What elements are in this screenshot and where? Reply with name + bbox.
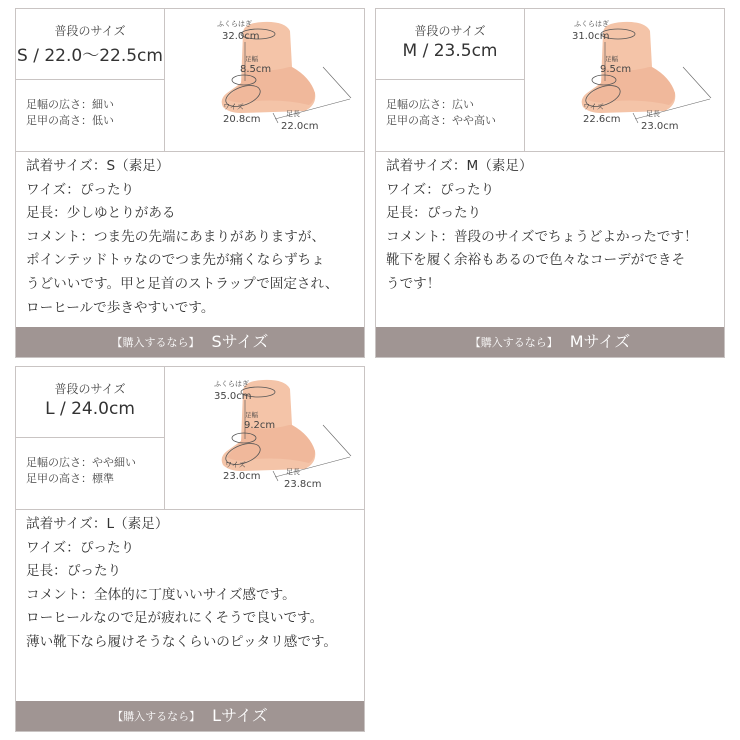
comment-line: ポインテッドトゥなのでつま先が痛くならずちょ xyxy=(26,252,325,269)
foot-width: 足幅の広さ：広い xyxy=(386,98,474,111)
calf-label: ふくらはぎ xyxy=(217,20,252,28)
card-header xyxy=(16,367,364,510)
comment-line: コメント：普段のサイズでちょうどよかったです！ xyxy=(386,228,698,245)
comment-line: 試着サイズ：S（素足） xyxy=(26,158,170,174)
foot-width: 足幅の広さ：やや細い xyxy=(26,456,136,469)
length-tick-a xyxy=(273,113,278,123)
length-tick-a xyxy=(633,113,638,123)
fitting-comment xyxy=(26,155,358,320)
calf-value: 32.0cm xyxy=(222,31,260,42)
comment-line: 試着サイズ：M（素足） xyxy=(386,158,533,174)
comment-line: 靴下を履く余裕もあるので色々なコーデができそ xyxy=(386,252,686,269)
comment-line: ワイズ：ぴったり xyxy=(26,539,135,556)
comment-line: 足長：少しゆとりがある xyxy=(26,205,176,222)
comment-line: ワイズ：ぴったり xyxy=(386,181,495,198)
size-info xyxy=(376,9,525,151)
ankle-label: 足幅 xyxy=(245,411,258,419)
ankle-label: 足幅 xyxy=(245,55,258,63)
calf-label: ふくらはぎ xyxy=(574,20,609,28)
foot-illustration xyxy=(165,9,364,151)
comment-line: 足長：ぴったり xyxy=(386,205,482,222)
calf-value: 35.0cm xyxy=(214,391,252,402)
usual-size-label: 普段のサイズ xyxy=(414,24,486,38)
ankle-value: 8.5cm xyxy=(240,64,272,75)
fitting-comment xyxy=(26,513,358,655)
comment-line: 足長：ぴったり xyxy=(26,563,122,580)
instep-height: 足甲の高さ：標準 xyxy=(26,472,114,485)
foot-diagram xyxy=(525,9,724,151)
usual-size-label: 普段のサイズ xyxy=(54,382,126,396)
usual-size-value: S / 22.0〜22.5cm xyxy=(17,46,163,66)
recommend-size: Lサイズ xyxy=(212,706,268,725)
length-value: 23.0cm xyxy=(641,121,679,132)
foot-diagram xyxy=(165,367,364,509)
size-card-m xyxy=(375,8,725,358)
usual-size-box xyxy=(376,9,524,80)
comment-line: ローヒールで歩きやすいです。 xyxy=(26,299,215,316)
comment-line: ローヒールなので足が疲れにくそうで良いです。 xyxy=(26,610,324,627)
card-header xyxy=(16,9,364,152)
length-tick-a xyxy=(273,471,278,481)
foot-illustration xyxy=(165,367,364,509)
length-tick-b xyxy=(323,67,351,98)
recommend-bar xyxy=(376,327,724,357)
recommend-size: Sサイズ xyxy=(211,332,269,351)
recommend-bar xyxy=(16,701,364,731)
wise-label: ワイズ xyxy=(223,103,244,111)
foot-attributes xyxy=(26,97,114,129)
foot-width: 足幅の広さ：細い xyxy=(26,98,114,111)
recommend-label: 【購入するなら】 xyxy=(112,710,201,723)
usual-size-box xyxy=(16,367,164,438)
length-label: 足長 xyxy=(286,468,300,476)
length-label: 足長 xyxy=(286,110,300,118)
usual-size-value: M / 23.5cm xyxy=(402,41,498,61)
comment-line: コメント：つま先の先端にあまりがありますが、 xyxy=(26,228,326,245)
fitting-comment xyxy=(386,155,718,297)
comment-line: 試着サイズ：L（素足） xyxy=(26,516,169,532)
comment-line: コメント：全体的に丁度いいサイズ感です。 xyxy=(26,586,296,603)
instep-height: 足甲の高さ：やや高い xyxy=(386,114,496,127)
size-info xyxy=(16,367,165,509)
calf-label: ふくらはぎ xyxy=(214,380,249,388)
ankle-value: 9.2cm xyxy=(244,420,276,431)
usual-size-label: 普段のサイズ xyxy=(54,24,126,38)
recommend-label: 【購入するなら】 xyxy=(469,336,558,349)
foot-attributes xyxy=(26,455,136,487)
length-tick-b xyxy=(683,67,711,98)
instep-height: 足甲の高さ：低い xyxy=(26,114,114,127)
wise-label: ワイズ xyxy=(225,461,246,469)
wise-value: 23.0cm xyxy=(223,471,261,482)
recommend-size: Mサイズ xyxy=(569,332,631,351)
foot-illustration xyxy=(525,9,724,151)
comment-line: ワイズ：ぴったり xyxy=(26,181,135,198)
size-card-s xyxy=(15,8,365,358)
length-tick-b xyxy=(323,425,351,456)
ankle-label: 足幅 xyxy=(605,55,618,63)
card-header xyxy=(376,9,724,152)
wise-value: 20.8cm xyxy=(223,114,261,125)
wise-label: ワイズ xyxy=(583,103,604,111)
calf-value: 31.0cm xyxy=(572,31,610,42)
ankle-value: 9.5cm xyxy=(600,64,632,75)
comment-line: 薄い靴下なら履けそうなくらいのピッタリ感です。 xyxy=(26,633,338,650)
length-value: 23.8cm xyxy=(284,479,322,490)
recommend-bar xyxy=(16,327,364,357)
size-card-l xyxy=(15,366,365,732)
usual-size-box xyxy=(16,9,164,80)
wise-value: 22.6cm xyxy=(583,114,621,125)
comment-line: うどいいです。甲と足首のストラップで固定され、 xyxy=(26,275,339,292)
length-label: 足長 xyxy=(646,110,660,118)
foot-diagram xyxy=(165,9,364,151)
length-value: 22.0cm xyxy=(281,121,319,132)
recommend-label: 【購入するなら】 xyxy=(111,336,200,349)
size-info xyxy=(16,9,165,151)
usual-size-value: L / 24.0cm xyxy=(45,399,135,419)
comment-line: うです！ xyxy=(386,275,441,292)
foot-attributes xyxy=(386,97,496,129)
